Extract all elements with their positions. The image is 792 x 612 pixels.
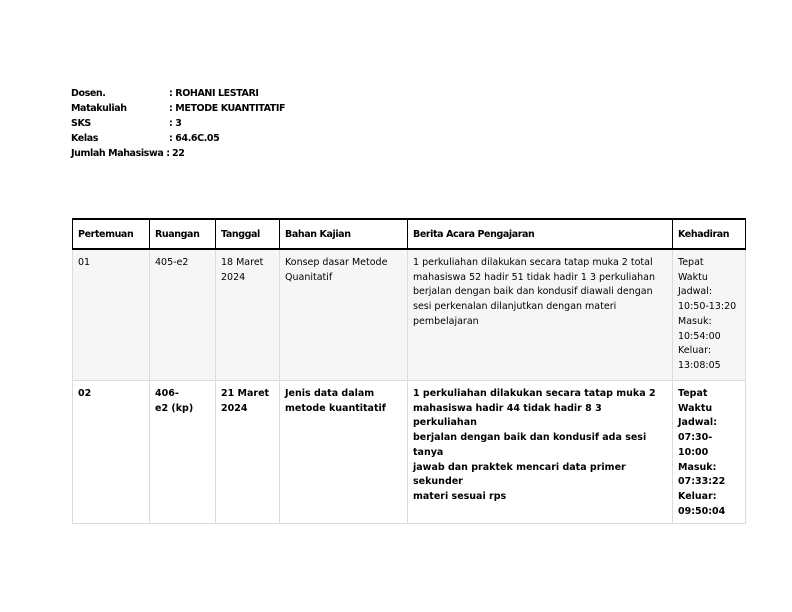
col-header-kehadiran: Kehadiran [673, 219, 746, 249]
matakuliah-value: : METODE KUANTITATIF [169, 103, 286, 114]
cell-line: Jadwal: [678, 286, 713, 298]
cell-line: metode kuantitatif [285, 402, 386, 414]
dosen-label: Dosen. [71, 88, 106, 99]
cell-line: Tepat [678, 388, 708, 399]
cell-line: Masuk: [678, 315, 712, 327]
cell-line: mahasiswa hadir 44 tidak hadir 8 3 perkuliahan [413, 402, 602, 429]
cell-berita-acara [408, 381, 673, 524]
cell-line: Konsep dasar Metode [285, 257, 388, 268]
cell-line: Jadwal: [678, 417, 717, 429]
cell-line: berjalan dengan baik dan kondusif diawali dengan [413, 286, 653, 298]
info-row-kelas [71, 131, 285, 146]
cell-line: 406- [155, 388, 179, 399]
matakuliah-label: Matakuliah [71, 103, 127, 114]
cell-ruangan [150, 381, 216, 524]
cell-kehadiran [673, 249, 746, 381]
info-row-sks [71, 116, 285, 131]
cell-line: 21 Maret [221, 388, 270, 399]
cell-line: Waktu [678, 402, 713, 414]
cell-line: 07:33:22 [678, 476, 726, 488]
cell-line: materi sesuai rps [413, 490, 507, 502]
cell-bahan-kajian [280, 249, 408, 381]
cell-line: sesi perkenalan dilanjutkan dengan materi [413, 301, 617, 313]
cell-berita-acara [408, 249, 673, 381]
jumlah-label: Jumlah Mahasiswa : [71, 148, 170, 159]
cell-line: Tepat [678, 257, 704, 268]
cell-ruangan [150, 249, 216, 381]
cell-line: mahasiswa 52 hadir 51 tidak hadir 1 3 perkuliahan [413, 271, 655, 283]
cell-line: Keluar: [678, 490, 717, 502]
info-row-jumlah [71, 146, 285, 161]
cell-line: 18 Maret [221, 257, 264, 268]
cell-line: 405-e2 [155, 257, 189, 268]
cell-line: 1 perkuliahan dilakukan secara tatap muka 2 total [413, 257, 653, 268]
col-header-berita-acara: Berita Acara Pengajaran [408, 219, 673, 249]
table-row [73, 381, 746, 524]
course-info [71, 86, 285, 161]
cell-line: Keluar: [678, 345, 712, 357]
sks-label: SKS [71, 118, 91, 129]
sks-value: : 3 [169, 118, 182, 129]
info-row-dosen [71, 86, 285, 101]
cell-line: pembelajaran [413, 315, 479, 327]
cell-line: Quanitatif [285, 271, 333, 283]
cell-line: 13:08:05 [678, 359, 721, 371]
kelas-value: : 64.6C.05 [169, 133, 220, 144]
cell-line: 1 perkuliahan dilakukan secara tatap muka 2 [413, 388, 656, 399]
col-header-tanggal: Tanggal [216, 219, 280, 249]
cell-line: 10:50-13:20 [678, 301, 737, 313]
col-header-bahan-kajian: Bahan Kajian [280, 219, 408, 249]
cell-line: 09:50:04 [678, 505, 726, 517]
cell-line: Masuk: [678, 461, 717, 473]
dosen-value: : ROHANI LESTARI [169, 88, 259, 99]
cell-line: Jenis data dalam [285, 388, 375, 399]
cell-line: jawab dan praktek mencari data primer sekunder [413, 461, 626, 488]
table-row [73, 249, 746, 381]
cell-pertemuan: 01 [73, 249, 150, 381]
cell-tanggal [216, 381, 280, 524]
cell-line: 10:54:00 [678, 330, 721, 342]
kelas-label: Kelas [71, 133, 98, 144]
attendance-table [72, 218, 746, 524]
jumlah-value: 22 [172, 148, 185, 159]
cell-tanggal [216, 249, 280, 381]
cell-line: e2 (kp) [155, 402, 194, 414]
cell-line: Waktu [678, 271, 708, 283]
info-row-matakuliah [71, 101, 285, 116]
cell-line: berjalan dengan baik dan kondusif ada sesi tanya [413, 432, 647, 458]
cell-pertemuan: 02 [73, 381, 150, 524]
cell-line: 2024 [221, 402, 248, 414]
cell-line: 07:30-10:00 [678, 432, 713, 458]
cell-kehadiran [673, 381, 746, 524]
cell-bahan-kajian [280, 381, 408, 524]
cell-line: 2024 [221, 271, 246, 283]
table-header-row [73, 219, 746, 249]
col-header-ruangan: Ruangan [150, 219, 216, 249]
col-header-pertemuan: Pertemuan [73, 219, 150, 249]
